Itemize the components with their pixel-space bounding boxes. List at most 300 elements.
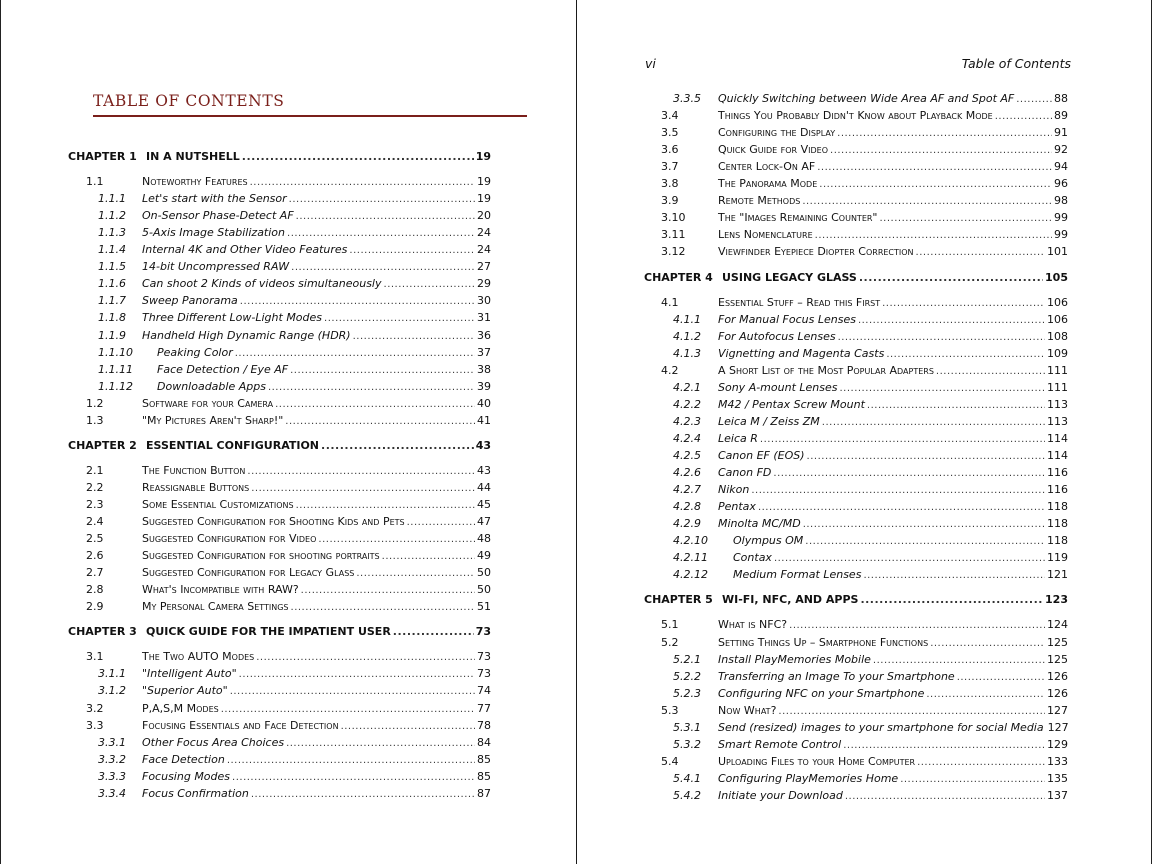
toc-entry-number: 3.3 xyxy=(86,718,104,732)
toc-entry-number: 3.2 xyxy=(86,701,104,715)
dot-leader xyxy=(321,437,474,454)
dot-leader xyxy=(285,413,475,430)
toc-entry[interactable] xyxy=(98,361,491,378)
toc-entry[interactable] xyxy=(98,785,491,802)
toc-entry-page-number: 92 xyxy=(1054,143,1068,157)
toc-entry[interactable] xyxy=(86,412,491,429)
dot-leader xyxy=(353,328,475,345)
toc-entry-page-number: 113 xyxy=(1047,414,1068,428)
toc-entry-page-number: 20 xyxy=(477,209,491,223)
toc-entry[interactable] xyxy=(86,173,491,190)
dot-leader xyxy=(356,565,475,582)
toc-entry-page-number: 133 xyxy=(1047,754,1068,768)
toc-entry[interactable] xyxy=(98,241,491,258)
toc-entry-number: 3.1.1 xyxy=(98,667,126,681)
toc-entry-page-number: 126 xyxy=(1047,686,1068,700)
toc-entry[interactable] xyxy=(661,175,1068,192)
toc-entry-title: Smart Remote Control xyxy=(718,737,842,751)
toc-entry-number: 3.9 xyxy=(661,194,679,208)
toc-entry[interactable] xyxy=(86,564,491,581)
toc-entry-page-number: 118 xyxy=(1047,517,1068,531)
toc-entry-title: Software for your Camera xyxy=(142,396,274,410)
toc-entry-page-number: 45 xyxy=(477,497,491,511)
toc-entry-title: Olympus OM xyxy=(733,534,804,548)
toc-entry-title: Send (resized) images to your smartphone for social Media xyxy=(718,720,1044,734)
toc-entry-number: 1.1.5 xyxy=(98,260,126,274)
dot-leader xyxy=(880,210,1053,227)
toc-entry-page-number: 84 xyxy=(477,735,491,749)
dot-leader xyxy=(805,533,1045,550)
toc-entry[interactable] xyxy=(98,665,491,682)
toc-entry[interactable] xyxy=(673,396,1068,413)
dot-leader xyxy=(221,701,475,718)
toc-entry[interactable] xyxy=(98,224,491,241)
toc-entry-page-number: 135 xyxy=(1047,771,1068,785)
toc-entry-title: Setting Things Up – Smartphone Functions xyxy=(718,635,929,649)
toc-entry[interactable] xyxy=(86,717,491,734)
toc-entry-number: CHAPTER 4 xyxy=(644,270,713,284)
dot-leader xyxy=(324,310,475,327)
dot-leader xyxy=(760,431,1045,448)
dot-leader xyxy=(301,582,475,599)
toc-entry-number: 4.2.11 xyxy=(673,551,708,565)
toc-entry[interactable] xyxy=(673,736,1068,753)
toc-entry-number: 5.2.1 xyxy=(673,652,701,666)
toc-entry-title: Nikon xyxy=(718,483,750,497)
toc-entry-page-number: 24 xyxy=(477,226,491,240)
dot-leader xyxy=(341,718,475,735)
dot-leader xyxy=(291,259,475,276)
toc-entry[interactable] xyxy=(98,190,491,207)
toc-entry[interactable] xyxy=(98,734,491,751)
toc-entry[interactable] xyxy=(98,344,491,361)
toc-entry[interactable] xyxy=(673,430,1068,447)
toc-entry-number: 2.2 xyxy=(86,480,104,494)
toc-entry[interactable] xyxy=(86,513,491,530)
toc-entry-number: 3.3.5 xyxy=(673,92,701,105)
toc-entry[interactable] xyxy=(661,124,1068,141)
dot-leader xyxy=(296,208,475,225)
toc-entry[interactable] xyxy=(673,532,1068,549)
toc-entry-number: 2.7 xyxy=(86,566,104,580)
toc-entry[interactable] xyxy=(86,462,491,479)
toc-entry-page-number: 118 xyxy=(1047,534,1068,548)
toc-entry[interactable] xyxy=(673,651,1068,668)
dot-leader xyxy=(240,293,475,310)
toc-entry-number: 5.4.1 xyxy=(673,771,701,785)
toc-entry[interactable] xyxy=(661,192,1068,209)
dot-leader xyxy=(873,652,1045,669)
dot-leader xyxy=(930,635,1045,652)
toc-entry-page-number: 125 xyxy=(1047,652,1068,666)
toc-entry-title: IN A NUTSHELL xyxy=(146,150,240,163)
toc-entry-number: 5.3.2 xyxy=(673,737,701,751)
toc-entry-title: Suggested Configuration for shooting portraits xyxy=(142,549,380,563)
toc-entry-page-number: 36 xyxy=(477,328,491,342)
toc-entry-title: USING LEGACY GLASS xyxy=(722,270,857,284)
toc-entry-number: 2.4 xyxy=(86,515,104,528)
toc-entry-page-number: 129 xyxy=(1047,737,1068,751)
toc-entry-number: 2.6 xyxy=(86,549,104,563)
toc-entry-page-number: 116 xyxy=(1047,483,1068,497)
dot-leader xyxy=(1016,91,1052,108)
toc-entry-number: 1.1.3 xyxy=(98,226,126,240)
toc-entry-number: 4.2 xyxy=(661,363,679,377)
toc-entry-number: CHAPTER 5 xyxy=(644,593,713,607)
toc-entry-title: Internal 4K and Other Video Features xyxy=(142,243,348,257)
toc-entry-title: Sweep Panorama xyxy=(142,294,238,308)
toc-entry-page-number: 125 xyxy=(1047,635,1068,649)
toc-entry[interactable] xyxy=(661,702,1068,719)
toc-entry-title: Focus Confirmation xyxy=(142,786,249,800)
toc-entry-title: Suggested Configuration for Legacy Glass xyxy=(142,566,355,580)
toc-entry-number: 4.2.1 xyxy=(673,380,701,394)
toc-entry-title: The Two AUTO Modes xyxy=(142,650,255,664)
dot-leader xyxy=(758,499,1045,516)
toc-entry-number: 4.2.4 xyxy=(673,431,701,445)
toc-entry-title: Quick Guide for Video xyxy=(718,143,829,157)
toc-entry-page-number: 73 xyxy=(475,625,491,639)
toc-entry-page-number: 124 xyxy=(1047,618,1068,632)
toc-entry[interactable] xyxy=(98,292,491,309)
toc-entry-title: Face Detection / Eye AF xyxy=(157,362,289,376)
toc-entry[interactable] xyxy=(673,379,1068,396)
toc-entry-title: Uploading Files to your Home Computer xyxy=(718,754,916,768)
toc-entry-page-number: 126 xyxy=(1047,669,1068,683)
dot-leader xyxy=(863,567,1045,584)
toc-entry-page-number: 123 xyxy=(1045,593,1068,607)
dot-leader xyxy=(860,591,1043,608)
dot-leader xyxy=(289,191,475,208)
toc-entry-number: 3.3.2 xyxy=(98,752,126,766)
toc-entry-title: Pentax xyxy=(718,500,756,514)
dot-leader xyxy=(845,788,1045,805)
toc-entry-page-number: 119 xyxy=(1047,551,1068,565)
toc-entry-title: Sony A-mount Lenses xyxy=(718,380,838,394)
toc-entry-number: 5.1 xyxy=(661,618,679,632)
toc-entry-page-number: 99 xyxy=(1054,228,1068,242)
toc-entry[interactable] xyxy=(661,616,1068,633)
toc-entry[interactable] xyxy=(86,648,491,665)
toc-entry-number: 4.2.8 xyxy=(673,500,701,514)
toc-entry-number: 1.1.4 xyxy=(98,243,126,257)
toc-entry[interactable] xyxy=(98,768,491,785)
toc-entry-title: Minolta MC/MD xyxy=(718,517,801,531)
toc-entry[interactable] xyxy=(673,719,1068,736)
toc-entry-number: 4.2.10 xyxy=(673,534,708,548)
dot-leader xyxy=(807,448,1045,465)
toc-entry[interactable] xyxy=(86,547,491,564)
toc-entry[interactable] xyxy=(673,90,1068,107)
toc-entry[interactable] xyxy=(661,158,1068,175)
toc-entry-title: Medium Format Lenses xyxy=(733,568,862,582)
toc-entry-page-number: 85 xyxy=(477,752,491,766)
toc-entry-title: ESSENTIAL CONFIGURATION xyxy=(146,438,320,452)
toc-entry-number: 1.3 xyxy=(86,413,104,427)
toc-entry-title: Can shoot 2 Kinds of videos simultaneously xyxy=(142,277,382,291)
toc-entry-number: 1.1.1 xyxy=(98,192,126,206)
toc-entry-page-number: 31 xyxy=(477,311,491,325)
toc-entry-title: Three Different Low-Light Modes xyxy=(142,311,323,325)
toc-entry-number: 3.3.4 xyxy=(98,786,126,800)
toc-entry-title: Suggested Configuration for Video xyxy=(142,532,317,546)
toc-entry[interactable] xyxy=(86,530,491,547)
toc-chapter-entry[interactable] xyxy=(68,437,491,454)
toc-entry[interactable] xyxy=(98,378,491,395)
toc-entry-page-number: 24 xyxy=(477,243,491,257)
toc-entry[interactable] xyxy=(673,770,1068,787)
toc-entry-number: 1.1.7 xyxy=(98,294,126,308)
toc-entry[interactable] xyxy=(98,258,491,275)
dot-leader xyxy=(290,362,475,379)
toc-entry-page-number: 50 xyxy=(477,566,491,580)
toc-entry-page-number: 41 xyxy=(477,413,491,427)
toc-entry-number: 3.5 xyxy=(661,126,679,140)
toc-entry-title: Handheld High Dynamic Range (HDR) xyxy=(142,328,351,342)
dot-leader xyxy=(886,346,1045,363)
toc-entry-page-number: 101 xyxy=(1047,245,1068,259)
toc-entry-page-number: 91 xyxy=(1054,126,1068,140)
toc-entry-number: 3.3.3 xyxy=(98,769,126,783)
toc-entry-page-number: 73 xyxy=(477,650,491,664)
toc-entry[interactable] xyxy=(673,515,1068,532)
toc-entry-number: 3.1.2 xyxy=(98,684,126,698)
toc-entry-number: 3.8 xyxy=(661,177,679,191)
dot-leader xyxy=(251,480,475,497)
toc-entry-number: 4.2.7 xyxy=(673,483,701,497)
toc-entry-page-number: 111 xyxy=(1047,380,1068,394)
toc-entry-title: Initiate your Download xyxy=(718,788,843,802)
toc-entry-title: The Function Button xyxy=(142,463,246,477)
toc-entry-number: 4.1.3 xyxy=(673,346,701,360)
dot-leader xyxy=(839,380,1045,397)
toc-entry[interactable] xyxy=(86,496,491,513)
toc-entry-page-number: 111 xyxy=(1047,363,1068,377)
toc-entry[interactable] xyxy=(673,685,1068,702)
dot-leader xyxy=(830,142,1052,159)
toc-entry[interactable] xyxy=(673,413,1068,430)
toc-entry-number: 1.1.9 xyxy=(98,328,126,342)
dot-leader xyxy=(789,617,1045,634)
toc-entry-title: Vignetting and Magenta Casts xyxy=(718,346,885,360)
toc-entry-page-number: 19 xyxy=(477,192,491,206)
toc-entry-page-number: 27 xyxy=(477,260,491,274)
toc-entry-page-number: 48 xyxy=(477,532,491,546)
toc-entry-number: 3.11 xyxy=(661,228,686,242)
toc-entry-number: 5.2 xyxy=(661,635,679,649)
toc-entry-title: "My Pictures Aren't Sharp!" xyxy=(142,413,284,427)
toc-entry[interactable] xyxy=(661,107,1068,124)
toc-entry-page-number: 40 xyxy=(477,396,491,410)
toc-entry-number: 4.2.2 xyxy=(673,397,701,411)
toc-entry[interactable] xyxy=(673,498,1068,515)
toc-entry-title: Face Detection xyxy=(142,752,225,766)
toc-chapter-entry[interactable] xyxy=(644,269,1068,286)
toc-entry[interactable] xyxy=(661,141,1068,158)
dot-leader xyxy=(917,754,1045,771)
toc-entry-number: CHAPTER 3 xyxy=(68,625,137,639)
toc-entry-title: "Superior Auto" xyxy=(142,684,228,698)
toc-entry-title: On-Sensor Phase-Detect AF xyxy=(142,209,294,223)
toc-entry-title: Peaking Color xyxy=(157,345,233,359)
toc-entry-page-number: 87 xyxy=(477,786,491,800)
toc-entry-page-number: 127 xyxy=(1047,720,1069,734)
toc-entry-page-number: 19 xyxy=(477,175,491,189)
dot-leader xyxy=(275,396,475,413)
toc-entry-title: Leica M / Zeiss ZM xyxy=(718,414,820,428)
toc-entry-title: Canon EF (EOS) xyxy=(718,449,805,462)
toc-entry[interactable] xyxy=(673,787,1068,804)
toc-entry-number: 4.2.6 xyxy=(673,466,701,480)
dot-leader xyxy=(803,516,1045,533)
toc-entry-title: WI-FI, NFC, AND APPS xyxy=(722,593,859,607)
toc-entry-page-number: 39 xyxy=(477,379,491,393)
dot-leader xyxy=(858,312,1045,329)
dot-leader xyxy=(843,737,1045,754)
toc-chapter-entry[interactable] xyxy=(68,148,491,165)
toc-entry-number: 2.1 xyxy=(86,463,104,477)
dot-leader xyxy=(407,514,475,531)
toc-entry-number: 2.3 xyxy=(86,497,104,511)
toc-entry-title: Other Focus Area Choices xyxy=(142,735,285,749)
toc-entry[interactable] xyxy=(98,751,491,768)
toc-chapter-entry[interactable] xyxy=(68,623,491,640)
toc-entry-title: Configuring NFC on your Smartphone xyxy=(718,686,925,700)
toc-entry[interactable] xyxy=(98,207,491,224)
toc-entry-page-number: 51 xyxy=(477,600,491,614)
toc-entry-page-number: 114 xyxy=(1047,431,1068,445)
toc-entry[interactable] xyxy=(86,700,491,717)
toc-entry[interactable] xyxy=(673,566,1068,583)
toc-entry-number: 4.1.2 xyxy=(673,329,701,343)
toc-entry-number: 5.3 xyxy=(661,703,679,717)
toc-entry[interactable] xyxy=(86,598,491,615)
toc-entry-page-number: 19 xyxy=(475,150,491,163)
dot-leader xyxy=(250,174,475,191)
toc-entry-title: The "Images Remaining Counter" xyxy=(718,211,878,225)
dot-leader xyxy=(318,531,475,548)
toc-entry-title: For Autofocus Lenses xyxy=(718,329,836,343)
toc-entry-number: 5.3.1 xyxy=(673,720,701,734)
dot-leader xyxy=(256,649,475,666)
toc-entry[interactable] xyxy=(673,328,1068,345)
toc-entry[interactable] xyxy=(673,668,1068,685)
toc-entry-number: 1.1.12 xyxy=(98,379,133,393)
dot-leader xyxy=(837,125,1052,142)
toc-entry[interactable] xyxy=(673,311,1068,328)
toc-entry[interactable] xyxy=(661,294,1068,311)
toc-entry-page-number: 29 xyxy=(477,277,491,291)
dot-leader xyxy=(268,379,475,396)
toc-entry[interactable] xyxy=(86,479,491,496)
toc-entry-number: 1.1.2 xyxy=(98,209,126,223)
toc-entry-title: Canon FD xyxy=(718,466,772,480)
toc-entry-page-number: 113 xyxy=(1047,397,1068,411)
toc-entry[interactable] xyxy=(673,345,1068,362)
running-head-title: Table of Contents xyxy=(961,56,1071,71)
toc-entry[interactable] xyxy=(661,753,1068,770)
dot-leader xyxy=(774,550,1045,567)
dot-leader xyxy=(751,482,1045,499)
dot-leader xyxy=(822,414,1045,431)
toc-entry[interactable] xyxy=(98,309,491,326)
dot-leader xyxy=(773,465,1045,482)
toc-entry[interactable] xyxy=(98,682,491,699)
toc-entry-page-number: 78 xyxy=(477,718,491,732)
toc-entry[interactable] xyxy=(86,395,491,412)
dot-leader xyxy=(819,176,1052,193)
toc-entry-number: 3.1 xyxy=(86,650,104,664)
toc-entry[interactable] xyxy=(661,362,1068,379)
toc-entry-page-number: 98 xyxy=(1054,194,1068,208)
toc-entry-title: A Short List of the Most Popular Adapters xyxy=(718,363,934,377)
toc-entry-title: Lens Nomenclature xyxy=(718,228,813,242)
dot-leader xyxy=(916,244,1045,261)
toc-entry-page-number: 85 xyxy=(477,769,491,783)
dot-leader xyxy=(296,497,475,514)
toc-entry[interactable] xyxy=(673,464,1068,481)
toc-entry[interactable] xyxy=(661,243,1068,260)
toc-entry[interactable] xyxy=(98,327,491,344)
toc-entry-title: Configuring the Display xyxy=(718,126,836,140)
toc-entry[interactable] xyxy=(661,634,1068,651)
dot-leader xyxy=(936,363,1045,380)
toc-entry-number: 5.2.2 xyxy=(673,669,701,683)
dot-leader xyxy=(242,148,474,165)
dot-leader xyxy=(247,463,475,480)
toc-entry-page-number: 37 xyxy=(477,345,491,359)
toc-entry-title: Quickly Switching between Wide Area AF and Spot AF xyxy=(718,92,1015,105)
toc-entry-page-number: 50 xyxy=(477,583,491,597)
toc-entry[interactable] xyxy=(86,581,491,598)
toc-entry[interactable] xyxy=(661,209,1068,226)
dot-leader xyxy=(867,397,1045,414)
toc-entry-title: Downloadable Apps xyxy=(157,379,266,393)
dot-leader xyxy=(287,225,475,242)
toc-entry[interactable] xyxy=(673,447,1068,464)
toc-chapter-entry[interactable] xyxy=(644,591,1068,608)
toc-entry-page-number: 44 xyxy=(477,480,491,494)
toc-entry-number: 3.10 xyxy=(661,211,686,225)
toc-entry-number: CHAPTER 2 xyxy=(68,438,137,452)
toc-entry-page-number: 88 xyxy=(1054,92,1068,105)
toc-entry[interactable] xyxy=(661,226,1068,243)
toc-entry-number: CHAPTER 1 xyxy=(68,150,137,163)
toc-entry-page-number: 38 xyxy=(477,362,491,376)
toc-entry-page-number: 94 xyxy=(1054,160,1068,174)
toc-entry-title: What is NFC? xyxy=(718,618,788,632)
toc-entry-page-number: 43 xyxy=(477,463,491,477)
toc-entry-title: Some Essential Customizations xyxy=(142,497,294,511)
toc-entry[interactable] xyxy=(673,481,1068,498)
toc-entry-page-number: 77 xyxy=(477,701,491,715)
toc-entry-number: 5.2.3 xyxy=(673,686,701,700)
toc-entry-title: 5-Axis Image Stabilization xyxy=(142,226,286,240)
dot-leader xyxy=(239,666,475,683)
toc-entry-page-number: 73 xyxy=(477,667,491,681)
dot-leader xyxy=(802,193,1052,210)
toc-entry-number: 2.9 xyxy=(86,600,104,614)
toc-entry-number: 1.1.10 xyxy=(98,345,133,359)
toc-entry[interactable] xyxy=(673,549,1068,566)
toc-entry-title: Let's start with the Sensor xyxy=(142,192,287,206)
dot-leader xyxy=(900,771,1045,788)
dot-leader xyxy=(286,735,475,752)
dot-leader xyxy=(349,242,475,259)
toc-entry-title: What's Incompatible with RAW? xyxy=(142,583,299,597)
toc-entry[interactable] xyxy=(98,275,491,292)
dot-leader xyxy=(882,295,1045,312)
